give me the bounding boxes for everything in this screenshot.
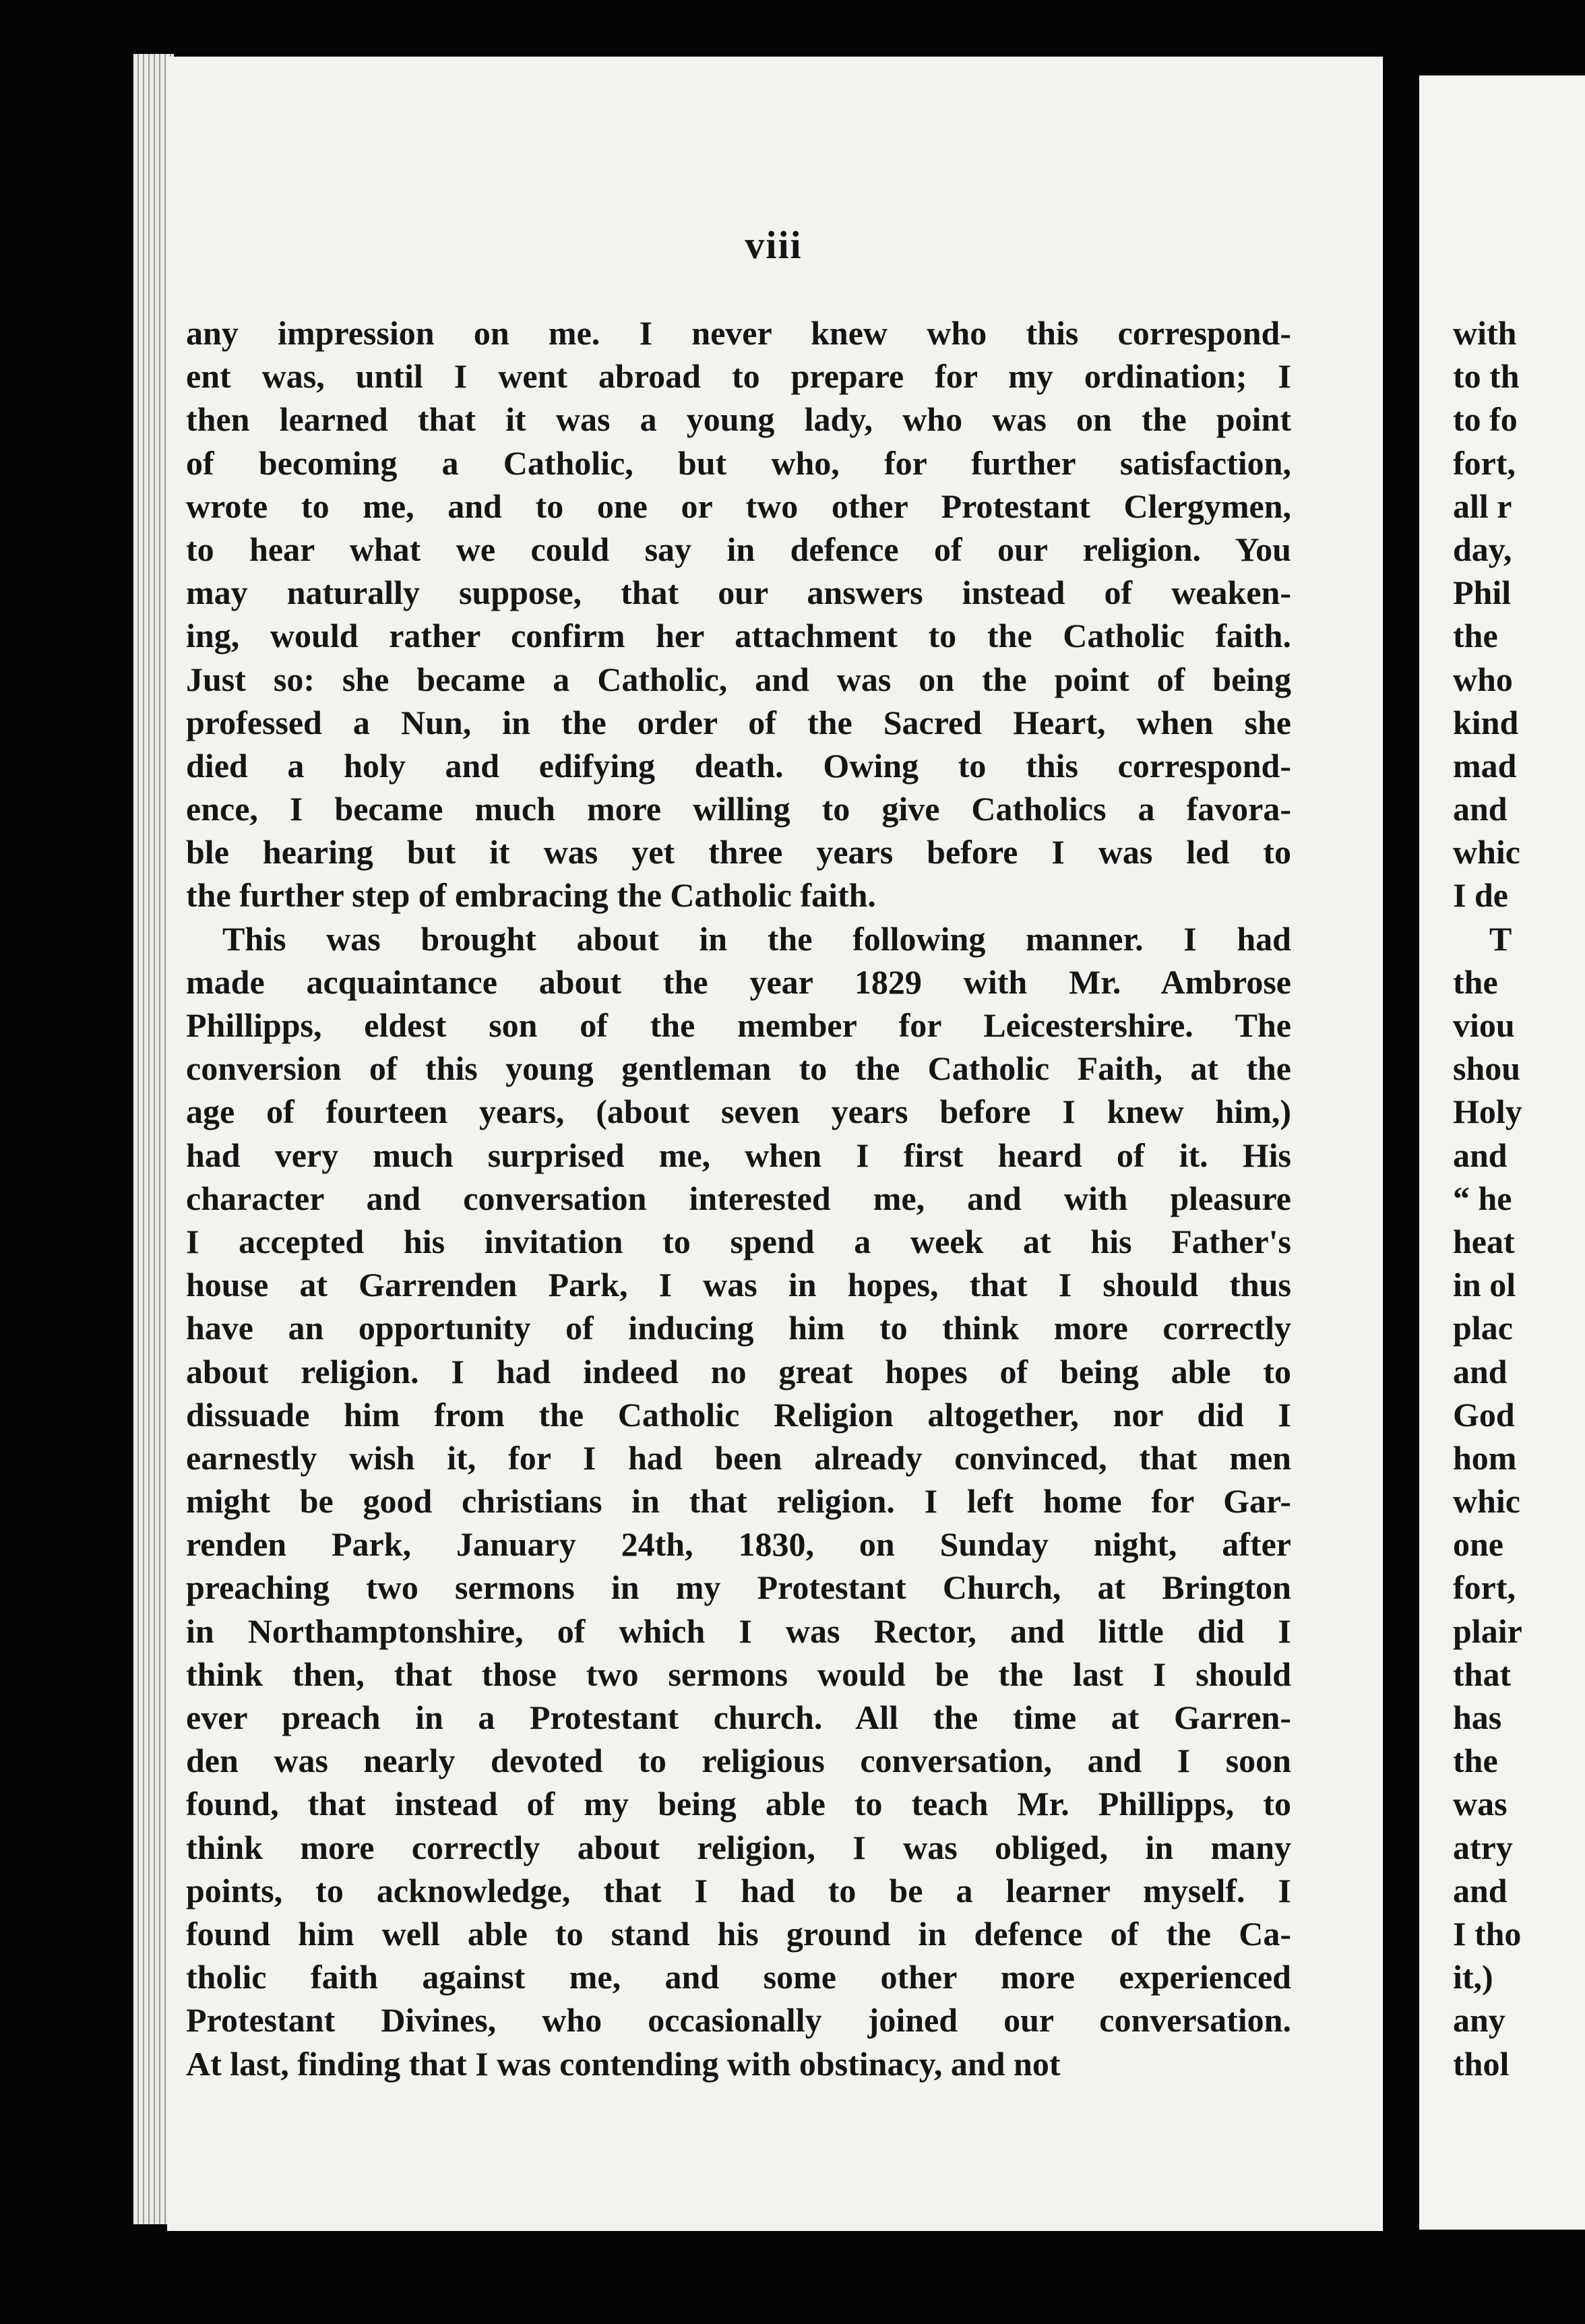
text-line: Just so: she became a Catholic, and was on the point of being xyxy=(186,660,1291,698)
right-text-fragment: kind xyxy=(1453,703,1519,741)
text-line: might be good christians in that religion. I left home for Gar- xyxy=(186,1482,1291,1521)
right-text-fragment: viou xyxy=(1453,1006,1515,1044)
text-line: have an opportunity of inducing him to think more correctly xyxy=(186,1309,1291,1347)
text-line: den was nearly devoted to religious conversation, and I soon xyxy=(186,1742,1291,1780)
right-text-fragment: fort, xyxy=(1453,444,1516,482)
text-line: found, that instead of my being able to teach Mr. Phillipps, to xyxy=(186,1785,1291,1823)
right-text-fragment: the xyxy=(1453,1742,1498,1780)
text-line: preaching two sermons in my Protestant Church, at Brington xyxy=(186,1568,1291,1607)
right-text-fragment: Holy xyxy=(1453,1093,1522,1131)
text-line: about religion. I had indeed no great hopes of being able to xyxy=(186,1352,1291,1390)
text-line: At last, finding that I was contending with obstinacy, and not xyxy=(186,2044,1061,2083)
right-text-fragment: the xyxy=(1453,962,1498,1001)
right-text-fragment: and xyxy=(1453,1871,1508,1909)
text-line: ence, I became much more willing to give Catholics a favora- xyxy=(186,790,1291,828)
right-text-fragment: mad xyxy=(1453,746,1517,785)
text-line: character and conversation interested me, and with pleasure xyxy=(186,1179,1291,1217)
right-text-fragment: “ he xyxy=(1453,1179,1512,1217)
right-text-fragment: fort, xyxy=(1453,1568,1516,1607)
text-line: think more correctly about religion, I was obliged, in many xyxy=(186,1828,1291,1866)
text-line: points, to acknowledge, that I had to be a learner myself. I xyxy=(186,1871,1291,1909)
book-gutter xyxy=(1383,0,1419,2324)
text-line: dissuade him from the Catholic Religion altogether, nor did I xyxy=(186,1395,1291,1434)
text-line: house at Garrenden Park, I was in hopes, that I should thus xyxy=(186,1266,1291,1304)
text-line: had very much surprised me, when I first heard of it. His xyxy=(186,1136,1291,1174)
page-number: viii xyxy=(745,223,803,267)
text-line: found him well able to stand his ground in defence of the Ca- xyxy=(186,1914,1291,1953)
text-line: in Northamptonshire, of which I was Rector, and little did I xyxy=(186,1612,1291,1650)
text-line: tholic faith against me, and some other more experienced xyxy=(186,1958,1291,1996)
right-text-fragment: day, xyxy=(1453,530,1512,568)
right-text-fragment: and xyxy=(1453,1352,1508,1390)
right-text-fragment: one xyxy=(1453,1525,1503,1564)
text-line: to hear what we could say in defence of our religion. You xyxy=(186,530,1291,568)
right-text-fragment: I tho xyxy=(1453,1914,1522,1953)
right-text-fragment: God xyxy=(1453,1395,1515,1434)
right-text-fragment: heat xyxy=(1453,1222,1515,1260)
right-text-fragment: was xyxy=(1453,1785,1508,1823)
text-line: ever preach in a Protestant church. All the time at Garren- xyxy=(186,1699,1291,1736)
right-text-fragment: hom xyxy=(1453,1438,1517,1477)
body-text xyxy=(186,311,1291,2085)
right-text-fragment: the xyxy=(1453,617,1498,655)
right-text-fragment: that xyxy=(1453,1655,1512,1693)
right-text-fragment: thol xyxy=(1453,2044,1510,2083)
right-text-fragment: shou xyxy=(1453,1049,1521,1088)
text-line: wrote to me, and to one or two other Protestant Clergymen, xyxy=(186,487,1291,525)
right-text-fragment: to fo xyxy=(1453,400,1518,439)
text-line: renden Park, January 24th, 1830, on Sunday night, after xyxy=(186,1525,1291,1564)
text-line: age of fourteen years, (about seven years before I knew him,) xyxy=(186,1093,1291,1131)
text-line: I accepted his invitation to spend a week at his Father's xyxy=(186,1222,1291,1260)
right-text-fragment: I de xyxy=(1453,876,1508,915)
right-text-fragment: Phil xyxy=(1453,574,1512,612)
right-text-fragment: to th xyxy=(1453,357,1520,396)
text-line: any impression on me. I never knew who this correspond- xyxy=(186,314,1291,352)
right-text-fragment: in ol xyxy=(1453,1266,1516,1304)
text-line: ent was, until I went abroad to prepare for my ordination; I xyxy=(186,357,1291,396)
right-text-fragment: plac xyxy=(1453,1309,1513,1347)
right-text-fragment: it,) xyxy=(1453,1958,1493,1996)
right-text-fragment: whic xyxy=(1453,1482,1520,1521)
text-line: This was brought about in the following manner. I had xyxy=(222,919,1291,958)
right-text-fragment: who xyxy=(1453,660,1513,698)
text-line: may naturally suppose, that our answers instead of weaken- xyxy=(186,574,1291,612)
right-text-fragment: has xyxy=(1453,1699,1502,1736)
text-line: earnestly wish it, for I had been already convinced, that men xyxy=(186,1438,1291,1477)
right-text-fragment: plair xyxy=(1453,1612,1522,1650)
text-line: died a holy and edifying death. Owing to this correspond- xyxy=(186,746,1291,785)
right-page-text xyxy=(1453,311,1585,2085)
text-line: Protestant Divines, who occasionally joined our conversation. xyxy=(186,2001,1291,2040)
right-text-fragment: any xyxy=(1453,2001,1505,2040)
right-text-fragment: whic xyxy=(1453,833,1520,872)
text-line: then learned that it was a young lady, who was on the point xyxy=(186,400,1291,439)
text-line: Phillipps, eldest son of the member for Leicestershire. The xyxy=(186,1006,1291,1044)
right-text-fragment: and xyxy=(1453,790,1508,828)
right-text-fragment: atry xyxy=(1453,1828,1513,1866)
right-text-fragment: T xyxy=(1489,919,1512,958)
text-line: conversion of this young gentleman to the Catholic Faith, at the xyxy=(186,1049,1291,1088)
text-line: of becoming a Catholic, but who, for further satisfaction, xyxy=(186,444,1291,482)
text-line: ing, would rather confirm her attachment to the Catholic faith. xyxy=(186,617,1291,655)
text-line: made acquaintance about the year 1829 with Mr. Ambrose xyxy=(186,962,1291,1001)
right-text-fragment: all r xyxy=(1453,487,1512,525)
right-text-fragment: with xyxy=(1453,314,1517,352)
text-line: think then, that those two sermons would be the last I should xyxy=(186,1655,1291,1693)
text-line: professed a Nun, in the order of the Sacred Heart, when she xyxy=(186,703,1291,741)
text-line: ble hearing but it was yet three years before I was led to xyxy=(186,833,1291,872)
text-line: the further step of embracing the Catholic faith. xyxy=(186,876,876,915)
right-text-fragment: and xyxy=(1453,1136,1508,1174)
